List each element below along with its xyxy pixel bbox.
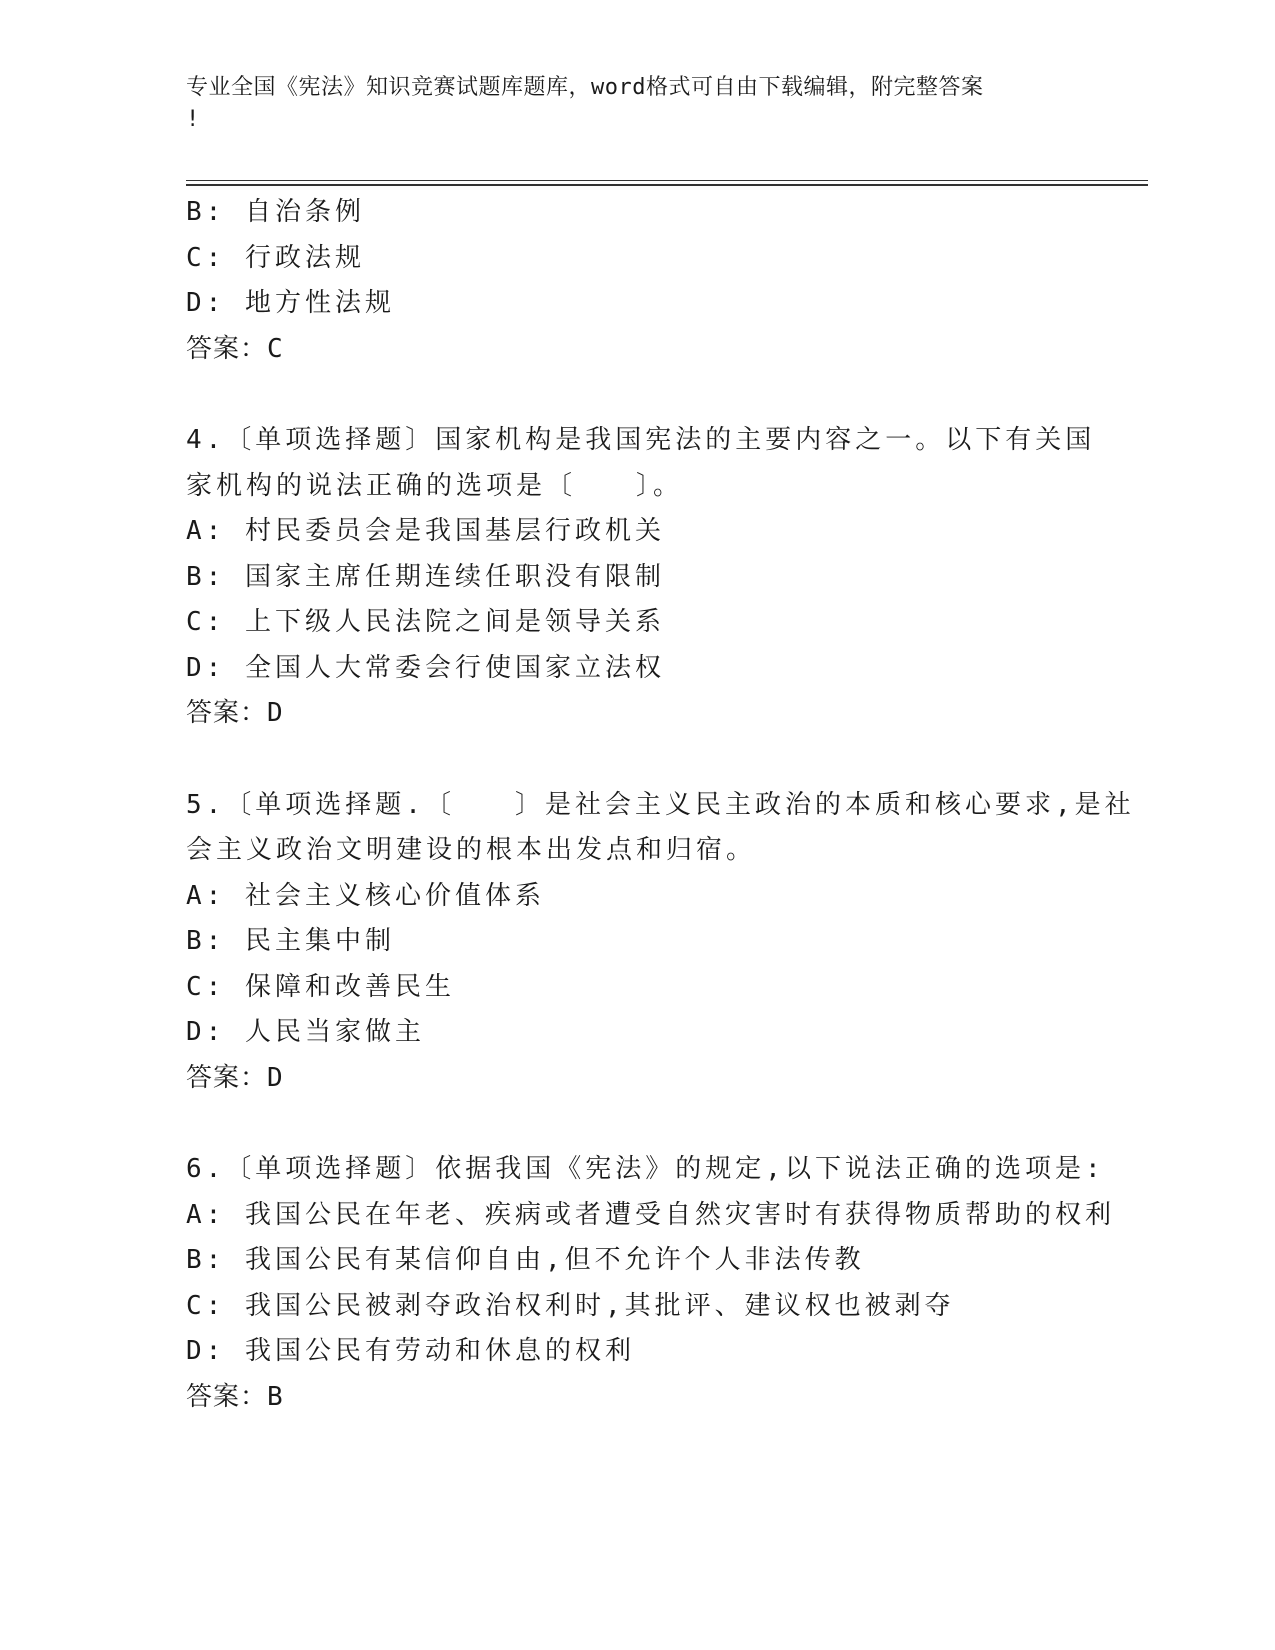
question-block-6: [186, 1147, 1115, 1420]
option-c: C: 行政法规: [186, 242, 365, 273]
option-a: A: 我国公民在年老、疾病或者遭受自然灾害时有获得物质帮助的权利: [186, 1199, 1115, 1230]
question-stem-line-2: 家机构的说法正确的选项是〔 〕。: [186, 470, 684, 501]
option-d: D: 我国公民有劳动和休息的权利: [186, 1336, 635, 1366]
question-stem-line-2: 会主义政治文明建设的根本出发点和归宿。: [186, 835, 757, 865]
question-block-3: [186, 190, 1106, 372]
question-block-4: [186, 418, 1106, 737]
question-stem: [186, 1147, 1106, 1193]
option-a: A: 社会主义核心价值体系: [186, 880, 545, 911]
option-b: B: 国家主席任期连续任职没有限制: [186, 561, 665, 592]
question-stem-line-1: 4.〔单项选择题〕国家机构是我国宪法的主要内容之一。以下有关国: [186, 425, 1096, 455]
answer: 答案：C: [186, 333, 284, 364]
option-b: B: 自治条例: [186, 197, 365, 227]
option-d: D: 地方性法规: [186, 288, 395, 318]
option-b: B: 民主集中制: [186, 926, 395, 956]
answer: 答案：D: [186, 698, 284, 728]
question-content: [186, 190, 1135, 1420]
answer: 答案：B: [186, 1381, 284, 1412]
option-a: A: 村民委员会是我国基层行政机关: [186, 516, 665, 546]
question-stem-line-1: 6.〔单项选择题〕依据我国《宪法》的规定,以下说法正确的选项是:: [186, 1154, 1105, 1184]
option-c: C: 我国公民被剥夺政治权利时,其批评、建议权也被剥夺: [186, 1290, 955, 1321]
header-line-2: !: [186, 107, 200, 132]
page-header: [186, 72, 1086, 136]
question-stem: [186, 783, 1135, 874]
header-rule-bottom: [186, 184, 1148, 186]
option-c: C: 上下级人民法院之间是领导关系: [186, 607, 665, 637]
option-d: D: 全国人大常委会行使国家立法权: [186, 652, 665, 683]
option-d: D: 人民当家做主: [186, 1017, 425, 1047]
answer: 答案：D: [186, 1062, 284, 1093]
question-stem-line-1: 5.〔单项选择题.〔 〕是社会主义民主政治的本质和核心要求,是社: [186, 789, 1135, 820]
header-line-1: 专业全国《宪法》知识竞赛试题库题库，word格式可自由下载编辑，附完整答案: [186, 75, 984, 100]
option-c: C: 保障和改善民生: [186, 971, 455, 1002]
header-rule-top: [186, 180, 1148, 181]
question-stem: [186, 418, 1106, 509]
option-b: B: 我国公民有某信仰自由,但不允许个人非法传教: [186, 1245, 865, 1275]
question-block-5: [186, 783, 1135, 1102]
